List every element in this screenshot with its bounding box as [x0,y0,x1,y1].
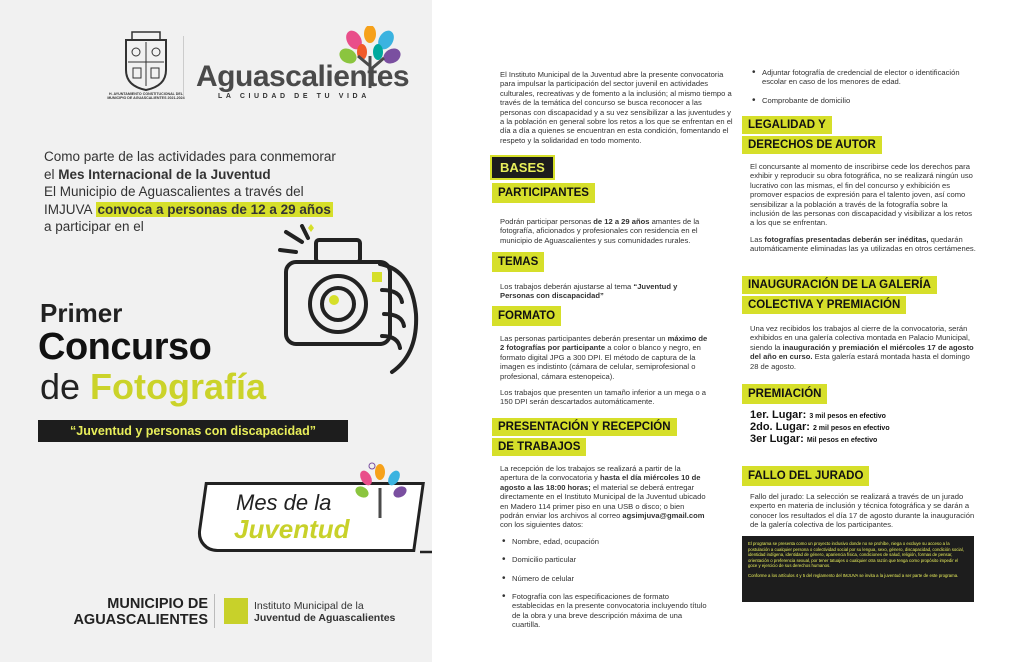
imjuva-line-bold: Juventud de Aguascalientes [254,612,396,624]
text-run: quedarán automáticamente eliminadas las ya utilizadas en otros certámenes. [750,234,976,254]
prize-row [750,434,978,446]
intro-line: a participar en el [44,219,144,234]
list-item: • Número de celular [502,574,710,583]
text-run: Las [750,234,765,244]
logo-tagline: LA CIUDAD DE TU VIDA [218,93,370,100]
text-run: con los siguientes datos: [500,520,584,530]
presentacion-section [492,418,710,639]
text-bold: “Juventud y Personas con discapacidad” [500,282,678,301]
formato-section [492,306,710,414]
fallo-heading: FALLO DEL JURADO [742,466,869,486]
logo-wordmark: Aguascalientes [196,60,410,93]
text-bold: máximo de 2 fotografías por participante [500,334,708,353]
temas-section [492,252,710,308]
footer-divider [214,594,215,628]
left-panel [0,0,432,662]
municipio-label [38,596,208,628]
prize-place: 2do. Lugar: [750,421,810,433]
inauguracion-section [742,276,978,378]
text-run: Podrán participar personas [500,217,594,226]
municipio-line: MUNICIPIO DE [107,596,208,612]
text-bold: de 12 a 29 años [593,217,650,226]
text-run: Esta galería estará montada hasta el domingo 28 de agosto. [750,352,970,371]
premiacion-section [742,384,978,446]
text-run: Los trabajos deberán ajustarse al tema [500,282,634,291]
inauguracion-heading-2: COLECTIVA Y PREMIACIÓN [742,296,906,314]
prize-list [742,410,978,446]
prize-amount: 2 mil pesos en efectivo [812,425,890,432]
participantes-heading: PARTICIPANTES [492,183,595,203]
extra-requirements-list [752,68,978,105]
intro-emphasis: Mes Internacional de la Juventud [58,166,271,182]
list-item: • Nombre, edad, ocupación [502,537,710,546]
intro-paragraph: El Instituto Municipal de la Juventud abre la presente convocatoria para impulsar la participación del sector juvenil en actividades culturales, recreativas y de fomento a la inclusión; al mismo tiempo a través de la temática del concurso se busca reconocer a las personas con discapacidad y a su vez sensibilizar a las juventudes y a la población en general sobre los retos a los que se enfrentan en el día a día a quienes se encuentran en esta condición, fomentando el respeto y la solidaridad en todo momento. [500,70,733,145]
text-run: el material se deberá entregar directamente en el Instituto Municipal de la Juventud ubicado en Madero 114 primer piso en una USB o disco; o bien podrán enviar los archivos al correo [500,482,706,521]
mes-juventud-line2: Juventud [234,514,350,544]
imjuva-logo-icon [224,598,248,624]
title-fotografia [40,366,266,408]
presentacion-heading-2: DE TRABAJOS [492,438,586,456]
intro-text [44,148,414,236]
prize-place: 1er. Lugar: [750,409,807,421]
extra-requirements [752,68,978,114]
imjuva-label [254,600,395,624]
prize-amount: 3 mil pesos en efectivo [809,413,886,420]
intro-highlight: convoca a personas de 12 a 29 años [97,201,331,217]
municipal-crest-icon [118,30,174,92]
disclaimer-text: El programa se presenta como un proyecto inclusivo donde no se prohíbe, niega o excluye su acceso a la postulación a cualquier persona o colectividad social por su lengua, sexo, género, discapacidad, condición social, identidad indígena, identidad de género, apariencia física, condiciones de salud, religión, formas de pensar, orientación o preferencia sexual, por tener tatuajes o cualquier otra razón que tenga como propósito impedir el goce y ejercicio de sus derechos humanos. [748,541,964,569]
temas-heading: TEMAS [492,252,544,272]
title-fotografia-word: Fotografía [90,366,267,407]
formato-text [492,334,710,381]
legalidad-text: El concursante al momento de inscribirse cede los derechos para exhibir y reproducir su obra fotográfica, no se realizará ningún uso lucrativo con las mismas, el fin del concurso y exhibición es promover espacios de expresión para el talento joven, así como sensibilizar a la población a través de la fotografía sobre la inclusión de las personas con discapacidad y visibilizar a los retos a los que se enfrentan. [750,162,973,228]
mes-juventud-line1: Mes de la [236,490,332,515]
legalidad-section [742,116,978,261]
text-run: amantes de la fotografía, aficionados y profesionales con residencia en el municipio de Aguascalientes y sus comunidades rurales. [500,217,700,245]
crest-caption: H. AYUNTAMIENTO CONSTITUCIONAL DEL MUNICIPIO DE AGUASCALIENTES 2021-2024 [107,92,185,101]
logo-divider [183,36,184,96]
text-bold: hasta el día miércoles 10 de agosto a las 18:00 horas; [500,473,701,492]
prize-amount: Mil pesos en efectivo [806,437,878,444]
formato-note: Los trabajos que presenten un tamaño inferior a un mega o a 150 DPI serán descartados automáticamente. [500,388,707,407]
temas-text [492,282,710,301]
text-run: a color o blanco y negro, en formato digital JPG a 300 DPI. El método de captura de la imagen es indistinto (cámara de celular, semiprofesional o profesional, cámara estenopeica). [500,343,701,381]
aguascalientes-logo [196,26,418,106]
premiacion-heading: PREMIACIÓN [742,384,827,404]
title-primer: Primer [40,298,123,328]
prize-place: 3er Lugar: [750,433,804,445]
email-link[interactable]: agsimjuva@gmail.com [622,511,705,521]
participantes-text [492,217,710,245]
inauguracion-heading-1: INAUGURACIÓN DE LA GALERÍA [742,276,937,294]
list-item: • Adjuntar fotografía de credencial de elector o identificación escolar en caso de los menores de edad. [752,68,978,87]
disclaimer-note: Conforme a los artículos 4 y 5 del reglamento del IMJUVA se invita a la juventud a ser parte de este programa. [748,572,959,578]
required-data-list [492,537,710,630]
inauguracion-text [742,324,978,371]
legalidad-heading-2: DERECHOS DE AUTOR [742,136,882,154]
intro-line: El Municipio de Aguascalientes a través del [44,184,304,199]
title-concurso: Concurso [38,326,212,368]
mes-juventud-tree-icon [350,462,412,520]
presentacion-text [492,464,710,530]
presentacion-heading-1: PRESENTACIÓN Y RECEPCIÓN [492,418,677,436]
text-run: Las personas participantes deberán presentar un [500,334,668,343]
imjuva-line: Instituto Municipal de la [254,600,364,612]
formato-heading: FORMATO [492,306,561,326]
intro-line: Como parte de las actividades para conmemorar [44,149,336,164]
list-item: • Fotografía con las especificaciones de formato establecidas en la presente convocatoria incluyendo título de la obra y una breve descripción máxima de una cuartilla. [502,592,710,630]
fallo-text: Fallo del jurado: La selección se realizará a través de un jurado experto en materia de inclusión y técnica fotográfica y se darán a conocer los resultados el día 17 de agosto durante la inauguración de la galería colectiva de los participantes. [750,492,975,530]
intro-line: el [44,166,59,182]
list-item: • Comprobante de domicilio [752,96,978,105]
bases-label: BASES [490,155,555,180]
municipio-line: AGUASCALIENTES [73,612,208,628]
text-run: Una vez recibidos los trabajos al cierre de la convocatoria, serán exhibidos en una galería colectiva montada en Palacio Municipal, siendo la [750,324,970,352]
contest-subtitle: “Juventud y personas con discapacidad” [38,420,348,442]
intro-line: IMJUVA [44,201,96,217]
legalidad-note [742,235,978,254]
fallo-section [742,466,978,537]
camera-hand-icon [272,224,424,384]
list-item: • Domicilio particular [502,555,710,564]
text-run: La recepción de los trabajos se realizará a partir de la apertura de la convocatoria y [500,464,681,483]
inclusion-disclaimer [742,536,974,602]
text-bold: fotografías presentadas deberán ser inéditas, [764,234,929,244]
legalidad-heading-1: LEGALIDAD Y [742,116,832,134]
text-bold: inauguración y premiación el miércoles 17 de agosto del año en curso. [750,342,974,362]
title-de: de [40,366,91,407]
participantes-section [492,183,710,252]
